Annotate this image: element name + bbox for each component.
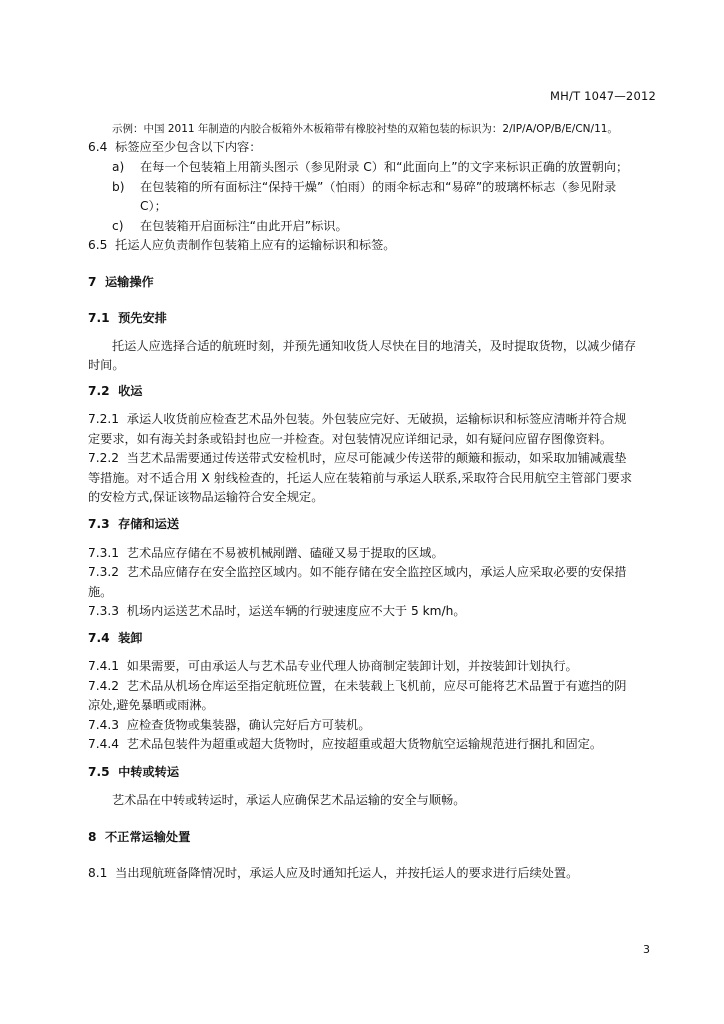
clause-7-2-2-cont2: 的安检方式,保证该物品运输符合安全规定。 [88,490,324,504]
clause-text: 标签应至少包含以下内容： [115,140,262,154]
section-number: 8 [88,830,97,844]
clause-number: 8.1 [88,866,108,880]
clause-number: 7.4.2 [88,679,120,693]
list-text-b-cont: C）； [140,199,167,213]
clause-number: 7.3.3 [88,604,120,618]
clause-number: 6.5 [88,238,108,252]
section-title: 存储和运送 [118,517,180,531]
list-item-a [112,157,124,177]
clause-number: 7.4.4 [88,737,120,751]
section-7-2-heading [88,381,656,401]
clause-text: 艺术品包装件为超重或超大货物时，应按超重或超大货物航空运输规范进行捆扎和固定。 [126,737,603,751]
clause-number: 6.4 [88,140,108,154]
clause-7-4-2 [88,676,656,696]
section-number: 7.2 [88,384,110,398]
section-title: 运输操作 [104,275,154,289]
clause-text: 艺术品应储存在安全监控区域内。如不能存储在安全监控区域内，承运人应采取必要的安保措 [126,565,627,579]
clause-text: 应检查货物或集装器，确认完好后方可装机。 [126,718,371,732]
section-7-3-heading [88,514,656,534]
clause-7-2-1-cont: 定要求，如有海关封条或铅封也应一并检查。对包装情况应详细记录，如有疑问应留存图像资料。 [88,432,613,446]
clause-text: 艺术品应存储在不易被机械剐蹭、磕碰又易于提取的区域。 [126,546,444,560]
page-number: 3 [643,943,650,956]
example-note: 示例：中国 2011 年制造的内胶合板箱外木板箱带有橡胶衬垫的双箱包装的标识为：2/IP/A/OP/B/E/CN/11。 [112,123,618,135]
clause-7-4-4 [88,734,656,754]
list-text-a: 在每一个包装箱上用箭头图示（参见附录 C）和“此面向上”的文字来标识正确的放置朝向； [140,160,629,174]
section-7-1-heading [88,308,656,328]
clause-6-5 [88,235,656,255]
list-text-b: 在包装箱的所有面标注“保持干燥”（怕雨）的雨伞标志和“易碎”的玻璃杯标志（参见附录 [140,180,617,194]
clause-number: 7.3.2 [88,565,120,579]
clause-number: 7.3.1 [88,546,120,560]
clause-text: 承运人收货前应检查艺术品外包装。外包装应完好、无破损，运输标识和标签应清晰并符合规 [126,412,627,426]
section-title: 装卸 [118,631,143,645]
clause-7-2-2 [88,448,656,468]
clause-number: 7.2.2 [88,451,120,465]
clause-text: 机场内运送艺术品时，运送车辆的行驶速度应不大于 5 km/h。 [126,604,466,618]
clause-7-3-2-cont: 施。 [88,585,113,599]
section-title: 中转或转运 [118,765,180,779]
clause-7-2-2-cont1: 等措施。对不适合用 X 射线检查的，托运人应在装箱前与承运人联系,采取符合民用航空主管部门要求 [88,471,633,485]
list-item-b [112,177,125,197]
clause-number: 7.4.3 [88,718,120,732]
section-title: 预先安排 [118,311,167,325]
section-8-heading [88,827,656,847]
para-7-1-line2: 时间。 [88,358,125,372]
clause-text: 艺术品从机场仓库运至指定航班位置，在未装载上飞机前，应尽可能将艺术品置于有遮挡的阴 [126,679,627,693]
clause-7-3-2 [88,562,656,582]
clause-text: 当艺术品需要通过传送带式安检机时，应尽可能减少传送带的颠簸和振动，如采取加铺减震垫 [126,451,627,465]
section-7-4-heading [88,628,656,648]
section-title: 不正常运输处置 [104,830,191,844]
clause-6-4 [88,137,656,157]
clause-7-2-1 [88,409,656,429]
section-7-5-heading [88,762,656,782]
list-label: c) [112,219,124,233]
list-label: b) [112,180,125,194]
clause-8-1 [88,863,656,883]
section-number: 7.4 [88,631,110,645]
clause-7-3-3 [88,601,656,621]
clause-number: 7.4.1 [88,659,120,673]
list-item-c [112,216,123,236]
list-label: a) [112,160,125,174]
para-7-5: 艺术品在中转或转运时，承运人应确保艺术品运输的安全与顺畅。 [112,793,466,807]
clause-7-3-1 [88,543,656,563]
section-number: 7.5 [88,765,110,779]
clause-7-4-3 [88,715,656,735]
clause-text: 托运人应负责制作包装箱上应有的运输标识和标签。 [115,238,396,252]
clause-7-4-1 [88,656,656,676]
section-number: 7 [88,275,97,289]
para-7-1-line1: 托运人应选择合适的航班时刻，并预先通知收货人尽快在目的地清关，及时提取货物，以减少储存 [112,339,637,353]
clause-number: 7.2.1 [88,412,120,426]
section-title: 收运 [118,384,143,398]
standard-code: MH/T 1047—2012 [550,89,656,103]
clause-7-4-2-cont: 凉处,避免暴晒或雨淋。 [88,698,214,712]
clause-text: 如果需要，可由承运人与艺术品专业代理人协商制定装卸计划，并按装卸计划执行。 [126,659,578,673]
list-text-c: 在包装箱开启面标注“由此开启”标识。 [140,219,348,233]
section-number: 7.1 [88,311,110,325]
clause-text: 当出现航班备降情况时，承运人应及时通知托运人，并按托运人的要求进行后续处置。 [115,866,579,880]
section-number: 7.3 [88,517,110,531]
section-7-heading [88,272,656,292]
